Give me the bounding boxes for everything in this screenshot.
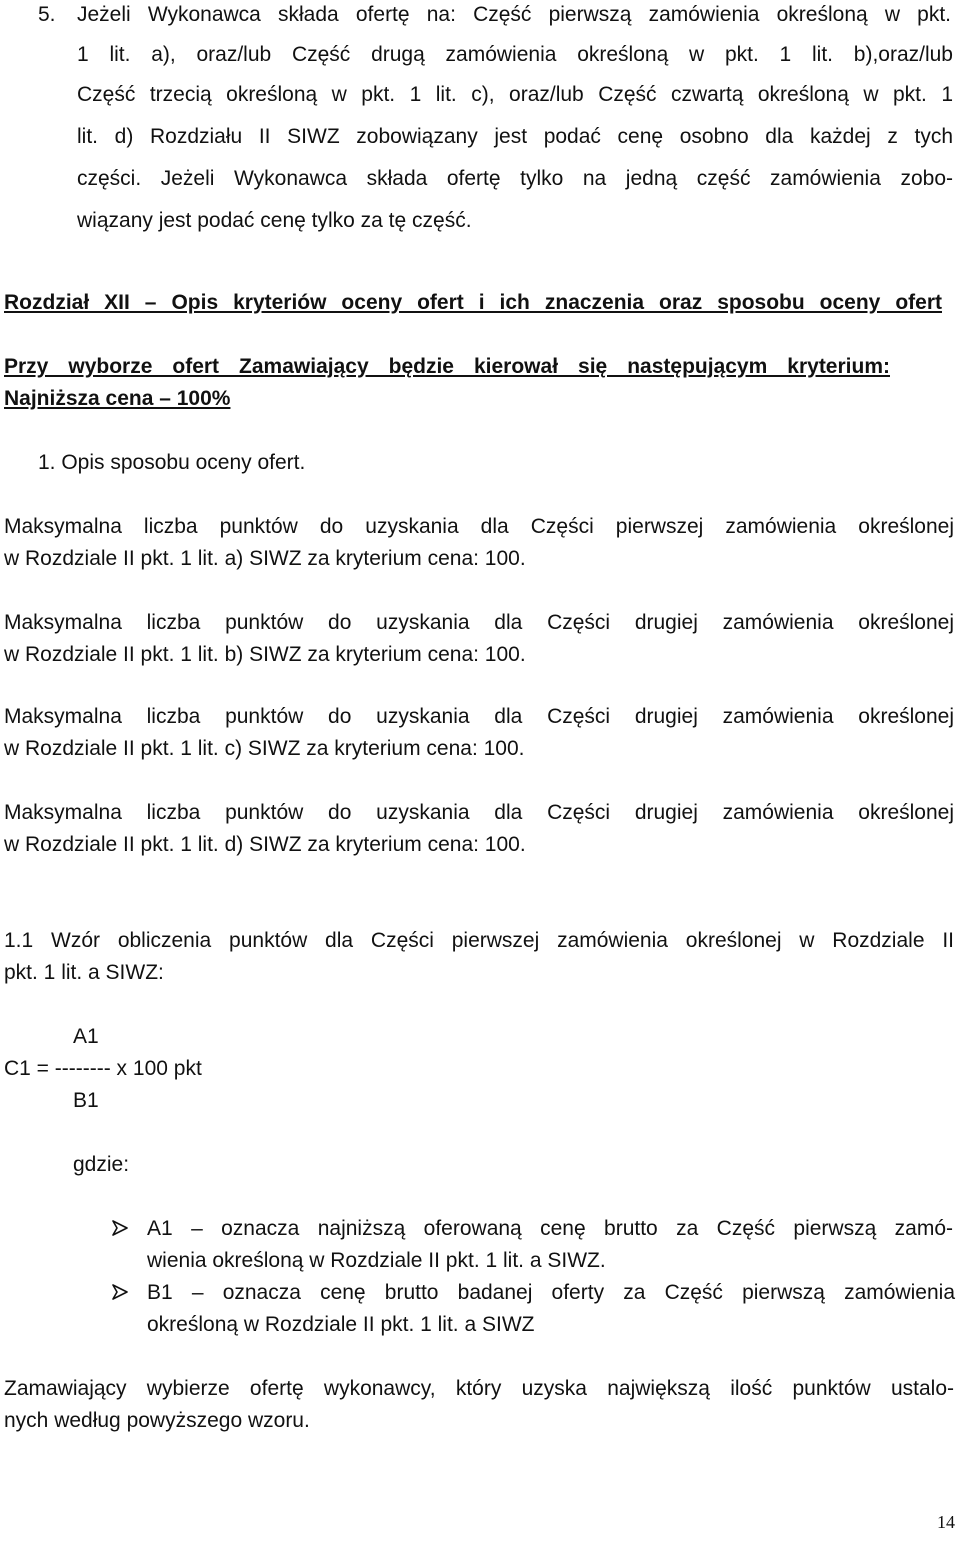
conclusion-line1: Zamawiający wybierze ofertę wykonawcy, który uzyska największą ilość punktów ustalo- <box>4 1377 954 1400</box>
section1-title: 1. Opis sposobu oceny ofert. <box>38 451 306 474</box>
item5-line: lit. d) Rozdziału II SIWZ zobowiązany jest podać cenę osobno dla każdej z tych <box>77 125 953 148</box>
criterion-heading-line1: Przy wyborze ofert Zamawiający będzie kierował się następującym kryterium: <box>4 355 890 378</box>
page-number: 14 <box>937 1512 955 1532</box>
item5-line: części. Jeżeli Wykonawca składa ofertę tylko na jedną część zamówienia zobo- <box>77 167 953 190</box>
arrowhead-bullet-icon <box>112 1284 128 1300</box>
item5-line: Część trzecią określoną w pkt. 1 lit. c), oraz/lub Część czwartą określoną w pkt. 1 <box>77 83 953 106</box>
definition-line1: A1 – oznacza najniższą oferowaną cenę brutto za Część pierwszą zamó- <box>147 1217 953 1240</box>
definition-line1: B1 – oznacza cenę brutto badanej oferty za Część pierwszą zamówienia <box>147 1281 955 1304</box>
criterion-heading-line2: Najniższa cena – 100% <box>4 387 231 410</box>
max-points-line1: Maksymalna liczba punktów do uzyskania dla Części drugiej zamówienia określonej <box>4 611 954 634</box>
max-points-line2: w Rozdziale II pkt. 1 lit. d) SIWZ za kryterium cena: 100. <box>4 833 526 856</box>
item5-line: wiązany jest podać cenę tylko za tę część. <box>77 209 472 232</box>
item5-line: Jeżeli Wykonawca składa ofertę na: Część pierwszą zamówienia określoną w pkt. <box>77 3 951 26</box>
max-points-line2: w Rozdziale II pkt. 1 lit. a) SIWZ za kryterium cena: 100. <box>4 547 526 570</box>
max-points-line1: Maksymalna liczba punktów do uzyskania dla Części pierwszej zamówienia określonej <box>4 515 954 538</box>
max-points-line2: w Rozdziale II pkt. 1 lit. c) SIWZ za kryterium cena: 100. <box>4 737 525 760</box>
max-points-line2: w Rozdziale II pkt. 1 lit. b) SIWZ za kryterium cena: 100. <box>4 643 526 666</box>
conclusion-line2: nych według powyższego wzoru. <box>4 1409 310 1432</box>
item5-number: 5. <box>38 3 56 26</box>
item5-line: 1 lit. a), oraz/lub Część drugą zamówienia określoną w pkt. 1 lit. b),oraz/lub <box>77 43 953 66</box>
max-points-line1: Maksymalna liczba punktów do uzyskania dla Części drugiej zamówienia określonej <box>4 801 954 824</box>
formula-numerator: A1 <box>73 1025 99 1048</box>
definition-line2: określoną w Rozdziale II pkt. 1 lit. a SIWZ <box>147 1313 535 1336</box>
formula-section-line2: pkt. 1 lit. a SIWZ: <box>4 961 164 984</box>
chapter-heading: Rozdział XII – Opis kryteriów oceny ofert i ich znaczenia oraz sposobu oceny ofert <box>4 291 942 314</box>
definition-line2: wienia określoną w Rozdziale II pkt. 1 lit. a SIWZ. <box>147 1249 606 1272</box>
formula-where: gdzie: <box>73 1153 130 1176</box>
formula-denominator: B1 <box>73 1089 99 1112</box>
formula-section-line1: 1.1 Wzór obliczenia punktów dla Części pierwszej zamówienia określonej w Rozdziale II <box>4 929 954 952</box>
arrowhead-bullet-icon <box>112 1220 128 1236</box>
formula-main: C1 = -------- x 100 pkt <box>4 1057 202 1080</box>
max-points-line1: Maksymalna liczba punktów do uzyskania dla Części drugiej zamówienia określonej <box>4 705 954 728</box>
